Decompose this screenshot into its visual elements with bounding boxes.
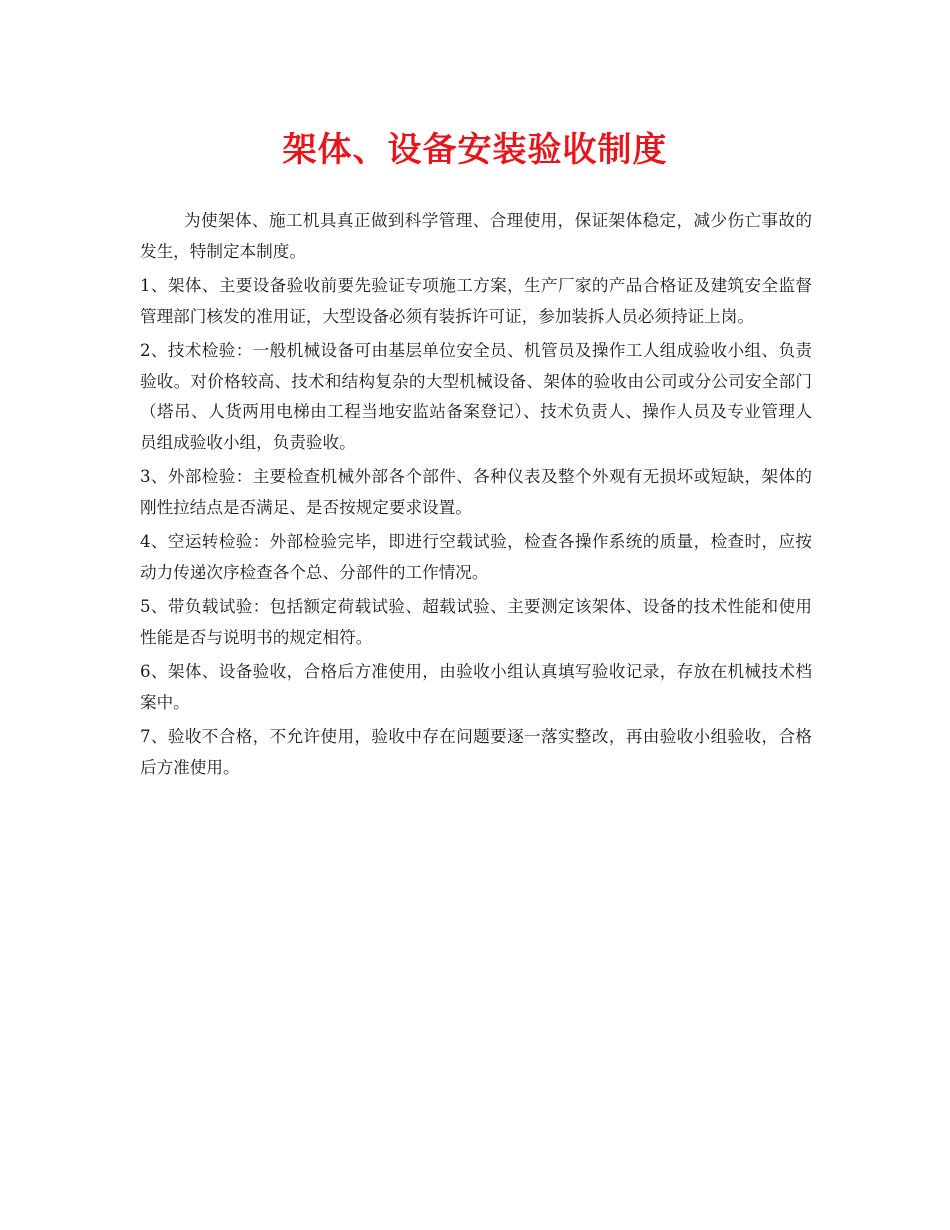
document-body (140, 206, 812, 787)
item-4-paragraph: 4、空运转检验：外部检验完毕，即进行空载试验，检查各操作系统的质量，检查时，应按动力传递次序检查各个总、分部件的工作情况。 (140, 532, 812, 582)
item-3-paragraph: 3、外部检验：主要检查机械外部各个部件、各种仪表及整个外观有无损坏或短缺，架体的刚性拉结点是否满足、是否按规定要求设置。 (140, 467, 812, 517)
intro-paragraph: 为使架体、施工机具真正做到科学管理、合理使用，保证架体稳定，减少伤亡事故的发生，特制定本制度。 (140, 211, 812, 261)
item-2-paragraph: 2、技术检验：一般机械设备可由基层单位安全员、机管员及操作工人组成验收小组、负责验收。对价格较高、技术和结构复杂的大型机械设备、架体的验收由公司或分公司安全部门（塔吊、人货两用电梯由工程当地安监站备案登记）、技术负责人、操作人员及专业管理人员组成验收小组，负责验收。 (140, 341, 812, 452)
item-7-paragraph: 7、验收不合格，不允许使用，验收中存在问题要逐一落实整改，再由验收小组验收，合格后方准使用。 (140, 727, 812, 777)
item-6-paragraph: 6、架体、设备验收，合格后方准使用，由验收小组认真填写验收记录，存放在机械技术档案中。 (140, 662, 812, 712)
item-5-paragraph: 5、带负载试验：包括额定荷载试验、超载试验、主要测定该架体、设备的技术性能和使用性能是否与说明书的规定相符。 (140, 597, 812, 647)
document-title: 架体、设备安装验收制度 (282, 130, 668, 170)
item-1-paragraph: 1、架体、主要设备验收前要先验证专项施工方案，生产厂家的产品合格证及建筑安全监督管理部门核发的准用证，大型设备必须有装拆许可证，参加装拆人员必须持证上岗。 (140, 276, 812, 326)
